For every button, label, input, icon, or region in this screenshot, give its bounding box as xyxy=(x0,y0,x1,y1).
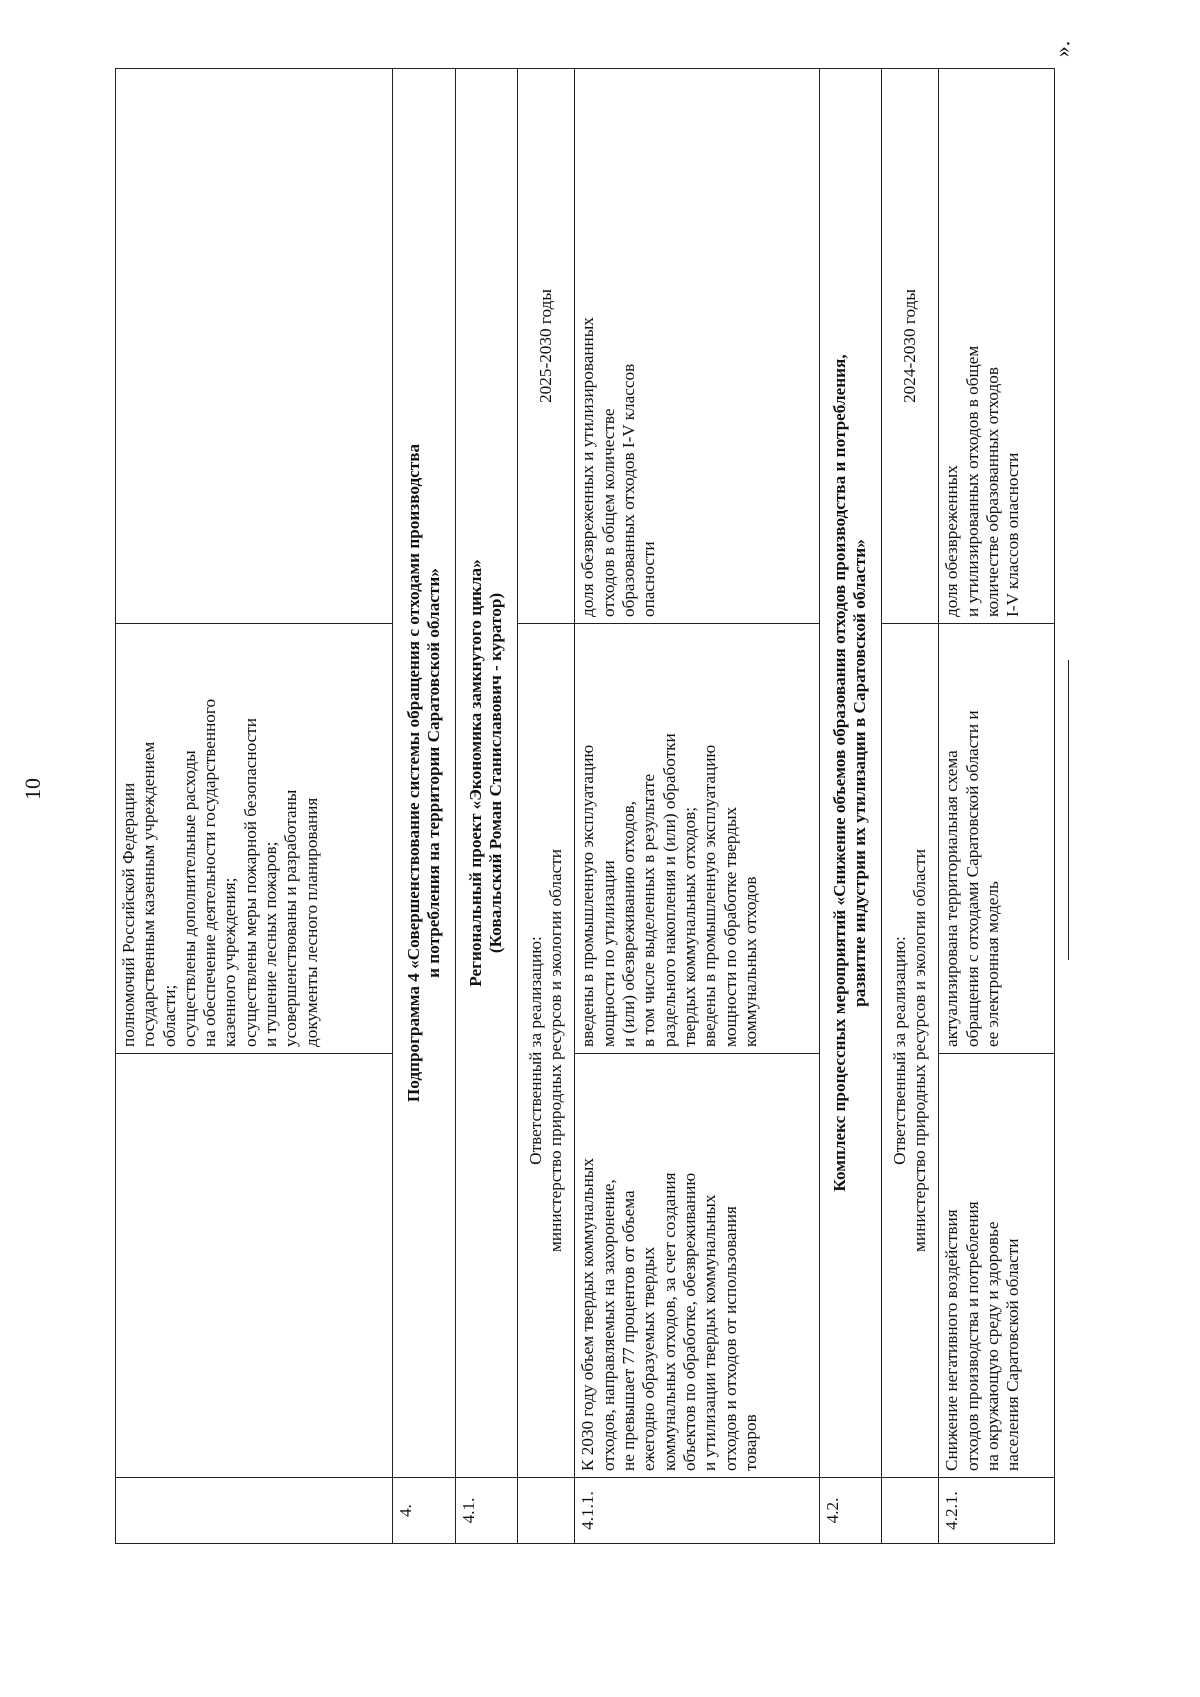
project-title: Региональный проект «Экономика замкнутого цикла» (Ковальский Роман Станиславович - куратор) xyxy=(455,69,517,1478)
indicator-cell xyxy=(116,69,393,624)
row-number: 4.2.1. xyxy=(939,1478,1055,1544)
rotated-table-container xyxy=(115,69,1055,1544)
task-cell: Снижение негативного воздействия отходов производства и потребления на окружающую среду и здоровье населения Саратовской области xyxy=(939,1054,1055,1478)
row-number: 4.1.1. xyxy=(575,1478,819,1544)
footnote-rule xyxy=(1068,660,1069,960)
responsible-cell: Ответственный за реализацию: министерство природных ресурсов и экологии области xyxy=(517,624,575,1478)
table-row xyxy=(393,69,455,1544)
table-row xyxy=(116,69,393,1544)
process-complex-title: Комплекс процессных мероприятий «Снижение объемов образования отходов производства и потребления, развитие индустрии их утилизации в Саратовской области» xyxy=(819,69,881,1478)
table-row xyxy=(455,69,517,1544)
closing-quote-mark: ». xyxy=(1048,40,1074,58)
row-number xyxy=(881,1478,939,1544)
subprogram-title: Подпрограмма 4 «Совершенствование системы обращения с отходами производства и потребления на территории Саратовской области» xyxy=(393,69,455,1478)
indicator-cell: доля обезвреженных и утилизированных отходов в общем количестве образованных отходов I-V классов опасности xyxy=(575,69,819,624)
row-number: 4. xyxy=(393,1478,455,1544)
period-cell: 2025-2030 годы xyxy=(517,69,575,624)
program-table xyxy=(115,68,1055,1544)
row-number: 4.1. xyxy=(455,1478,517,1544)
task-cell: К 2030 году объем твердых коммунальных отходов, направляемых на захоронение, не превышает 77 процентов от объема ежегодно образуемых твердых коммунальных отходов, за счет создания объектов по обработке, обезвреживанию и утилизации твердых коммунальных отходов и отходов от использования товаров xyxy=(575,1054,819,1478)
indicator-cell: доля обезвреженных и утилизированных отходов в общем количестве образованных отходов I-V классов опасности xyxy=(939,69,1055,624)
table-row xyxy=(517,69,575,1544)
table-row xyxy=(575,69,819,1544)
task-cell xyxy=(116,1054,393,1478)
page-number: 10 xyxy=(20,778,45,800)
effect-cell: полномочий Российской Федерации государственным казенным учреждением области; осуществлены дополнительные расходы на обеспечение деятельности государственного казенного учреждения; осуществлены меры пожарной безопасности и тушение лесных пожаров; усовершенствованы и разработаны документы лесного планирования xyxy=(116,624,393,1054)
table-row xyxy=(819,69,881,1544)
table-row xyxy=(881,69,939,1544)
responsible-cell: Ответственный за реализацию: министерство природных ресурсов и экологии области xyxy=(881,624,939,1478)
period-cell: 2024-2030 годы xyxy=(881,69,939,624)
table-row xyxy=(939,69,1055,1544)
effect-cell: актуализирована территориальная схема обращения с отходами Саратовской области и ее электронная модель xyxy=(939,624,1055,1054)
row-number xyxy=(116,1478,393,1544)
effect-cell: введены в промышленную эксплуатацию мощности по утилизации и (или) обезвреживанию отходов, в том числе выделенных в результате раздельного накопления и (или) обработки твердых коммунальных отходов; введены в промышленную эксплуатацию мощности по обработке твердых коммунальных отходов xyxy=(575,624,819,1054)
row-number: 4.2. xyxy=(819,1478,881,1544)
row-number xyxy=(517,1478,575,1544)
